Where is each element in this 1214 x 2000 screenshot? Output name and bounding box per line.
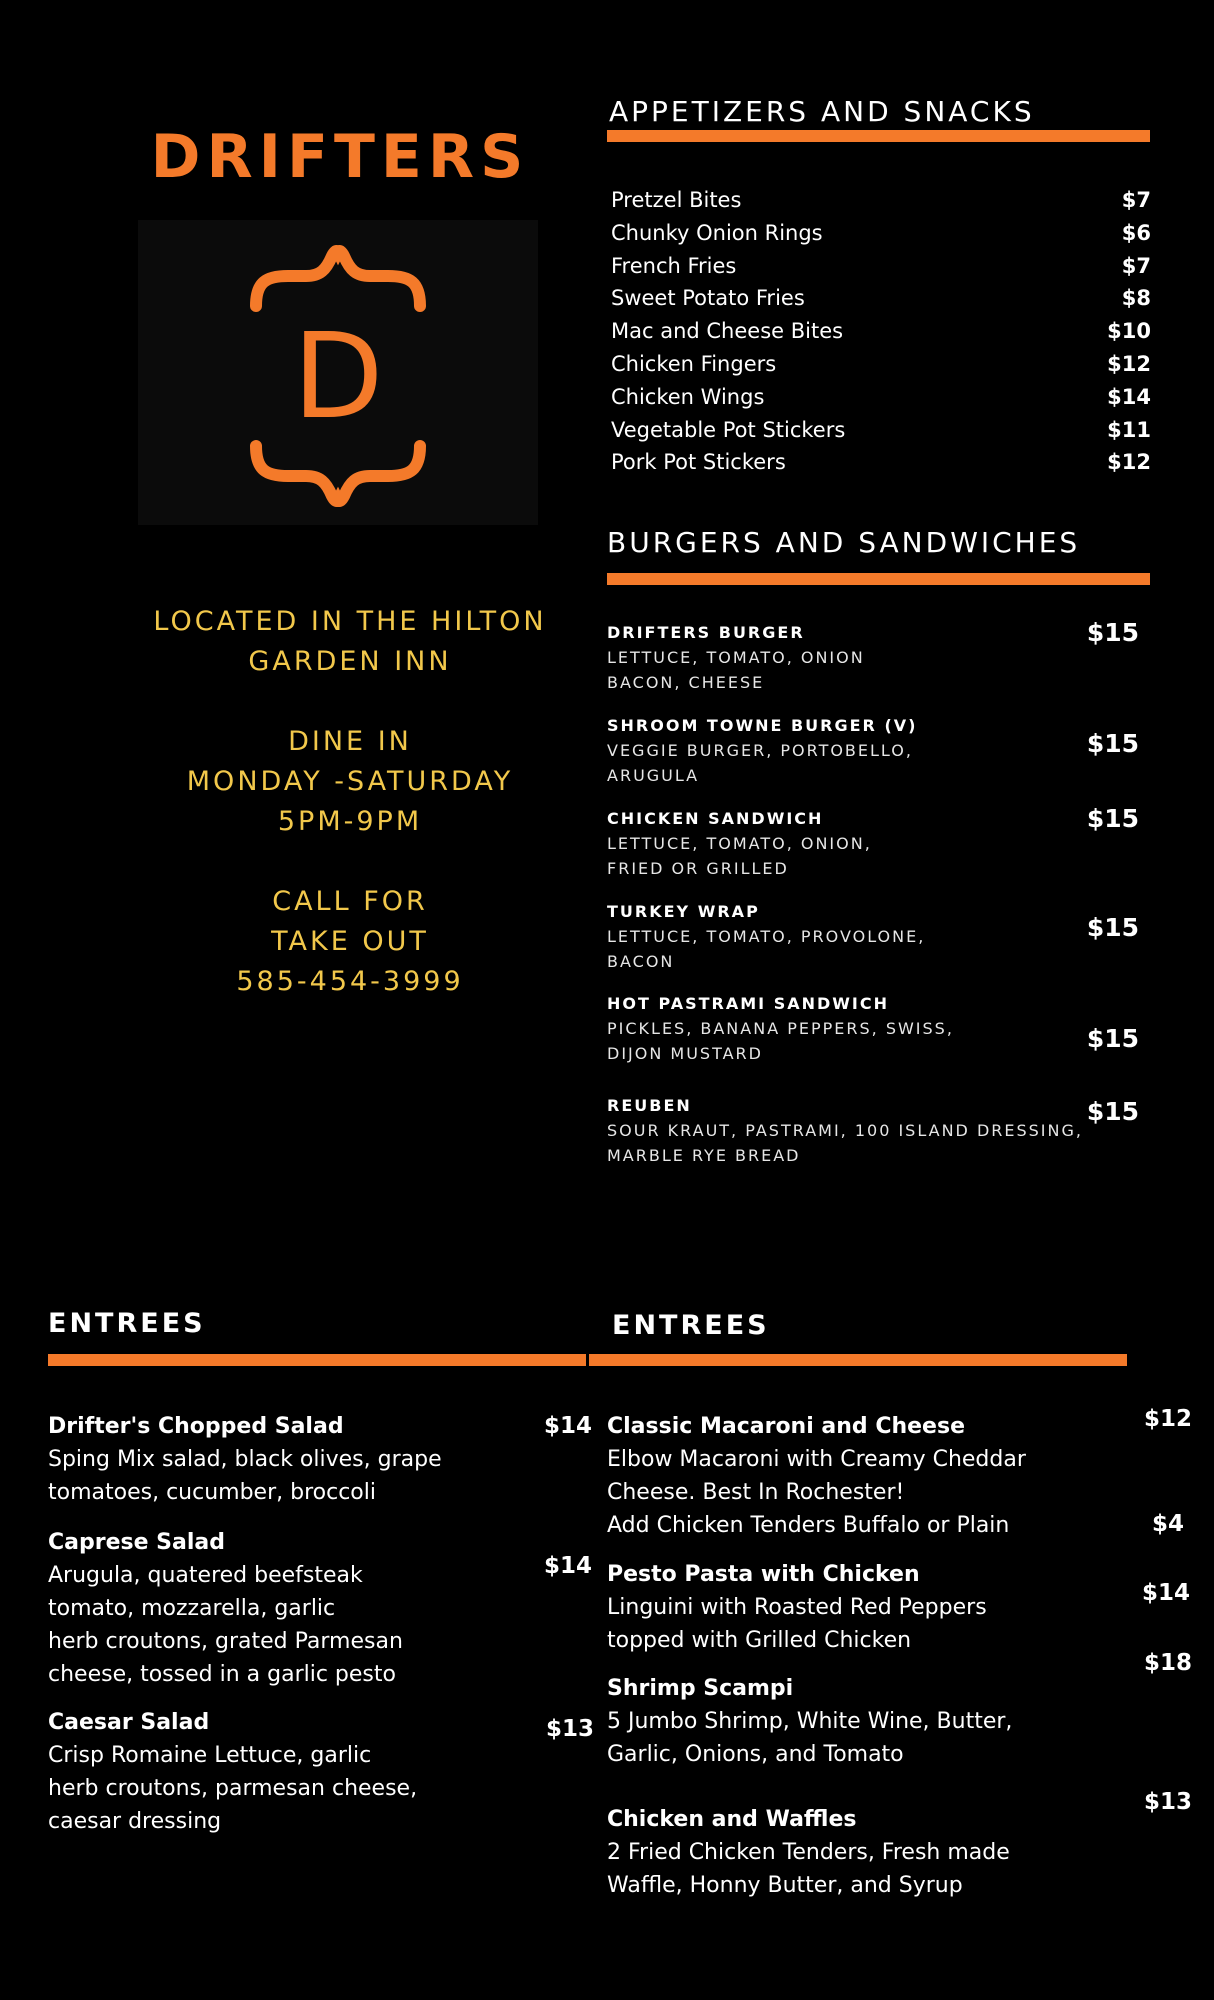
list-item <box>607 991 1147 1066</box>
item-name: French Fries <box>611 253 737 278</box>
list-item <box>607 899 1147 974</box>
dine-days: MONDAY -SATURDAY <box>186 766 514 797</box>
logo <box>138 220 538 525</box>
item-name: Classic Macaroni and Cheese <box>607 1414 965 1439</box>
item-desc: Arugula, quatered beefsteak <box>48 1563 363 1588</box>
item-price: $13 <box>1144 1789 1193 1815</box>
entrees-left-title: ENTREES <box>48 1308 206 1339</box>
item-desc: Waffle, Honny Butter, and Syrup <box>607 1873 963 1898</box>
location-line-1: LOCATED IN THE HILTON <box>153 606 547 637</box>
list-item <box>607 1803 1127 1902</box>
item-name: SHROOM TOWNE BURGER (V) <box>607 716 918 735</box>
list-item <box>607 713 1147 788</box>
item-name: Caesar Salad <box>48 1710 210 1735</box>
item-desc: herb croutons, grated Parmesan <box>48 1629 403 1654</box>
item-name: TURKEY WRAP <box>607 902 760 921</box>
item-name: DRIFTERS BURGER <box>607 623 805 642</box>
item-name: Chicken Wings <box>611 384 765 409</box>
list-item <box>611 221 1151 254</box>
list-item <box>611 319 1151 352</box>
appetizers-list <box>611 188 1151 483</box>
entrees-left-divider <box>48 1354 586 1366</box>
item-desc: caesar dressing <box>48 1809 222 1834</box>
item-price: $15 <box>1086 729 1139 758</box>
item-desc: 2 Fried Chicken Tenders, Fresh made <box>607 1840 1010 1865</box>
item-name: Chicken and Waffles <box>607 1807 857 1832</box>
item-desc: Elbow Macaroni with Creamy Cheddar <box>607 1447 1026 1472</box>
item-price: $15 <box>1086 1024 1139 1053</box>
item-desc: DIJON MUSTARD <box>607 1044 763 1063</box>
takeout-label: TAKE OUT <box>271 926 429 957</box>
item-price: $15 <box>1086 804 1139 833</box>
item-desc: BACON <box>607 952 675 971</box>
item-name: Pork Pot Stickers <box>611 450 786 475</box>
item-price: $10 <box>1107 319 1151 344</box>
item-desc: topped with Grilled Chicken <box>607 1628 912 1653</box>
item-desc: MARBLE RYE BREAD <box>607 1146 801 1165</box>
item-desc: BACON, CHEESE <box>607 673 765 692</box>
item-name: Drifter's Chopped Salad <box>48 1414 344 1439</box>
item-desc: tomatoes, cucumber, broccoli <box>48 1480 376 1505</box>
item-name: CHICKEN SANDWICH <box>607 809 824 828</box>
list-item <box>607 1410 1127 1542</box>
item-name: Mac and Cheese Bites <box>611 319 844 344</box>
list-item <box>611 286 1151 319</box>
item-price: $14 <box>1107 384 1151 409</box>
item-price: $7 <box>1121 188 1151 212</box>
list-item <box>611 188 1151 221</box>
item-desc: VEGGIE BURGER, PORTOBELLO, <box>607 741 913 760</box>
takeout-text <box>90 882 610 1002</box>
entrees-right-divider <box>589 1354 1127 1366</box>
item-name: Chunky Onion Rings <box>611 220 823 245</box>
item-desc: Sping Mix salad, black olives, grape <box>48 1447 442 1472</box>
item-desc: cheese, tossed in a garlic pesto <box>48 1662 396 1687</box>
list-item <box>611 254 1151 287</box>
item-name: REUBEN <box>607 1096 692 1115</box>
item-price: $15 <box>1086 913 1139 942</box>
item-price: $13 <box>546 1716 595 1742</box>
phone-number: 585-454-3999 <box>236 966 464 997</box>
list-item <box>611 450 1151 483</box>
item-price: $18 <box>1144 1650 1193 1676</box>
item-desc: Add Chicken Tenders Buffalo or Plain <box>607 1513 1010 1538</box>
item-name: HOT PASTRAMI SANDWICH <box>607 994 890 1013</box>
list-item <box>48 1706 568 1838</box>
list-item <box>611 352 1151 385</box>
item-desc: Garlic, Onions, and Tomato <box>607 1742 904 1767</box>
list-item <box>48 1526 568 1691</box>
item-desc: Crisp Romaine Lettuce, garlic <box>48 1743 372 1768</box>
hours-text <box>90 722 610 842</box>
item-desc: PICKLES, BANANA PEPPERS, SWISS, <box>607 1019 954 1038</box>
item-name: Pretzel Bites <box>611 188 742 212</box>
item-price: $14 <box>544 1553 593 1579</box>
item-name: Shrimp Scampi <box>607 1676 794 1701</box>
dine-hours: 5PM-9PM <box>277 806 423 837</box>
item-price: $12 <box>1107 351 1151 376</box>
item-desc: Linguini with Roasted Red Peppers <box>607 1595 987 1620</box>
item-desc: Cheese. Best In Rochester! <box>607 1480 905 1505</box>
addon-price: $4 <box>1152 1511 1185 1537</box>
item-desc: 5 Jumbo Shrimp, White Wine, Butter, <box>607 1709 1013 1734</box>
item-desc: herb croutons, parmesan cheese, <box>48 1776 418 1801</box>
item-price: $14 <box>1142 1580 1191 1606</box>
brand-title: DRIFTERS <box>150 122 530 192</box>
item-name: Chicken Fingers <box>611 351 777 376</box>
burgers-title: BURGERS AND SANDWICHES <box>607 526 1081 559</box>
list-item <box>611 385 1151 418</box>
item-desc: FRIED OR GRILLED <box>607 859 789 878</box>
list-item <box>607 1093 1147 1168</box>
item-price: $11 <box>1107 417 1151 442</box>
appetizers-divider <box>607 130 1150 142</box>
item-price: $12 <box>1107 450 1151 475</box>
list-item <box>607 1558 1127 1657</box>
call-for-label: CALL FOR <box>272 886 428 917</box>
item-price: $15 <box>1086 618 1139 647</box>
appetizers-title: APPETIZERS AND SNACKS <box>609 95 1035 128</box>
item-desc: tomato, mozzarella, garlic <box>48 1596 336 1621</box>
item-desc: LETTUCE, TOMATO, PROVOLONE, <box>607 927 926 946</box>
dine-in-label: DINE IN <box>288 726 412 757</box>
location-text <box>90 602 610 682</box>
item-name: Pesto Pasta with Chicken <box>607 1562 920 1587</box>
logo-letter: D <box>292 307 384 445</box>
item-desc: ARUGULA <box>607 766 700 785</box>
item-price: $12 <box>1144 1406 1193 1432</box>
list-item <box>607 1672 1127 1771</box>
list-item <box>611 418 1151 451</box>
entrees-right-title: ENTREES <box>612 1310 770 1341</box>
list-item <box>607 620 1147 695</box>
item-price: $6 <box>1121 220 1151 245</box>
logo-braces-icon <box>138 220 538 525</box>
item-price: $15 <box>1086 1097 1139 1126</box>
item-name: Sweet Potato Fries <box>611 286 805 311</box>
item-name: Vegetable Pot Stickers <box>611 417 846 442</box>
item-desc: LETTUCE, TOMATO, ONION, <box>607 834 872 853</box>
burgers-divider <box>607 573 1150 585</box>
item-price: $8 <box>1121 286 1151 311</box>
list-item <box>607 806 1147 881</box>
item-price: $7 <box>1121 253 1151 278</box>
item-name: Caprese Salad <box>48 1530 226 1555</box>
item-price: $14 <box>544 1413 593 1439</box>
list-item <box>48 1410 568 1509</box>
location-line-2: GARDEN INN <box>248 646 452 677</box>
item-desc: SOUR KRAUT, PASTRAMI, 100 ISLAND DRESSING, <box>607 1121 1083 1140</box>
item-desc: LETTUCE, TOMATO, ONION <box>607 648 865 667</box>
